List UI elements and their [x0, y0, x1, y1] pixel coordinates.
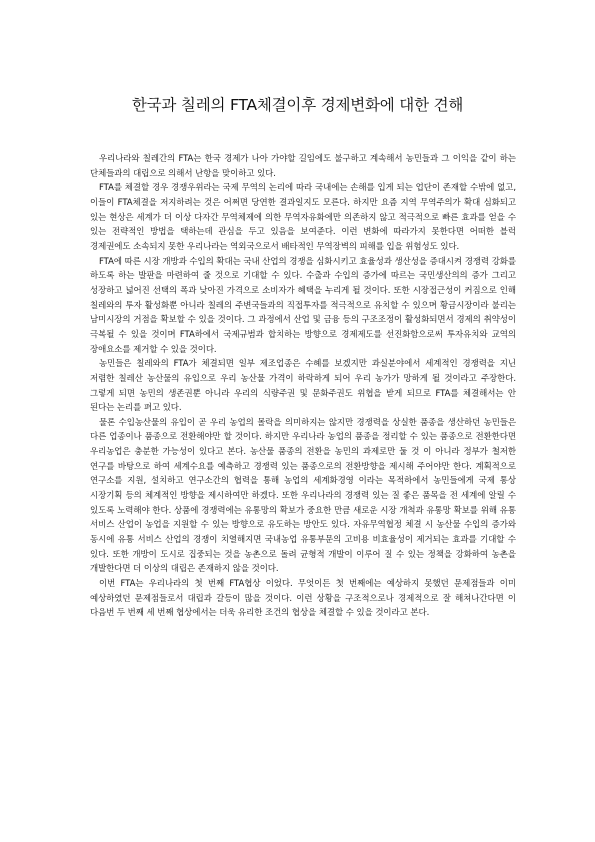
paragraph-4: 농민들은 칠레와의 FTA가 체결되면 일부 제조업종은 수혜를 보겠지만 과실분야에서 세계적인 경쟁력을 지닌 저렴한 칠레산 농산물의 유입으로 우리 농산물 가격이 하락하게 되어 우리 농가가 망하게 될 것이라고 주장한다. 그렇게 되면 농민의 생존권뿐 아니라 우리의 식량주권 및 문화주권도 위협을 받게 되므로 FTA를 체결해서는 안 된다는 논리를 펴고 있다. [90, 358, 516, 413]
paragraph-5: 물론 수입농산물의 유입이 곧 우리 농업의 몰락을 의미하지는 않지만 경쟁력을 상실한 품종을 생산하던 농민들은 다른 업종이나 품종으로 전환해야만 할 것이다. 하지만 우리나라 농업의 품종을 정리할 수 있는 품종으로 전환한다면 우리농업은 충분한 가능성이 있다고 본다. 농산물 품종의 전환을 농민의 과제로만 둘 것 이 아니라 정부가 철저한 연구를 바탕으로 하여 세계수요를 예측하고 경쟁력 있는 품종으로의 전환방향을 제시해 주어야만 한다. 계획적으로 연구소를 지원, 설치하고 연구소간의 협력을 통해 농업의 세계화경영 이라는 목적하에서 농민들에게 국제 통상 시장기획 등의 체계적인 방향을 제시하여만 하겠다. 또한 우리나라의 경쟁력 있는 질 좋은 품목을 전 세계에 알릴 수 있도록 노력해야 한다. 상품에 경쟁력에는 유통망의 확보가 중요한 만큼 새로운 시장 개척과 유통망 확보를 위해 유통 서비스 산업이 농업을 지원할 수 있는 방향으로 유도하는 방안도 있다. 자유무역협정 체결 시 농산물 수입의 증가와 동시에 유통 서비스 산업의 경쟁이 치열해지면 국내농업 유통부문의 고비용 비효율성이 제거되는 효과를 기대할 수 있다. 또한 개방이 도시로 집중되는 것을 농촌으로 돌려 균형적 개발이 이루어 질 수 있는 정책을 강화하여 농촌을 개발한다면 더 이상의 대립은 존재하지 않을 것이다. [90, 416, 516, 574]
paragraph-2: FTA를 체결할 경우 경쟁우위라는 국제 무역의 논리에 따라 국내에는 손해를 입게 되는 업단이 존재할 수밖에 없고, 이들이 FTA체결을 저지하려는 것은 어쩌면 당연한 결과일지도 모른다. 하지만 요즘 지역 무역주의가 확대 심화되고 있는 현상은 세계가 더 이상 다자간 무역체제에 의한 무역자유화에만 의존하지 않고 적극적으로 빠른 효과를 얻을 수 있는 전략적인 방법을 택하는데 관심을 두고 있음을 보여준다. 이런 변화에 따라가지 못한다면 어떠한 블럭 경제권에도 소속되지 못한 우리나라는 역외국으로서 배타적인 무역장벽의 피해를 입을 위험성도 있다. [90, 182, 516, 251]
document-body [90, 151, 516, 620]
paragraph-6: 이번 FTA는 우리나라의 첫 번째 FTA협상 이었다. 무엇이든 첫 번째에는 예상하지 못했던 문제점들과 이미 예상하였던 문제점들로서 대립과 갈등이 많을 것이다. 이런 상황을 구조적으로나 경제적으로 잘 해쳐나간다면 이 다음번 두 번째 세 번째 협상에서는 더욱 유리한 조건의 협상을 체결할 수 있을 것이라고 본다. [90, 578, 516, 618]
document-title: 한국과 칠레의 FTA체결이후 경제변화에 대한 견해 [131, 96, 464, 114]
paragraph-3: FTA에 따른 시장 개방과 수입의 확대는 국내 산업의 경쟁을 심화시키고 효율성과 생산성을 증대시켜 경쟁력 강화를 하도록 하는 발판을 마련하여 줄 것으로 기대할 수 있다. 수출과 수입의 증가에 따르는 국민생산의의 증가 그리고 성장하고 넓어진 선택의 폭과 낮아진 가격으로 소비자가 혜택을 누리게 될 것이다. 또한 시장접근성이 커짐으로 인해 칠레와의 투자 활성화뿐 아니라 칠레의 주변국들과의 직접투자를 적극적으로 유치할 수 있으며 황금시장이라 불리는 남미시장의 거점을 확보할 수 있을 것이다. 그 과정에서 산업 및 금융 등의 구조조정이 활성화되면서 경제의 취약성이 극복될 수 있을 것이며 FTA하에서 국제규범과 합치하는 방향으로 경제제도를 선진화함으로써 투자유치와 교역의 장애요소를 제거할 수 있을 것이다. [90, 255, 516, 354]
paragraph-1: 우리나라와 칠레간의 FTA는 한국 경제가 나아 가야할 길임에도 불구하고 계속해서 농민들과 그 이익을 같이 하는 단체들과의 대립으로 의해서 난항을 맞이하고 있다. [90, 153, 516, 178]
